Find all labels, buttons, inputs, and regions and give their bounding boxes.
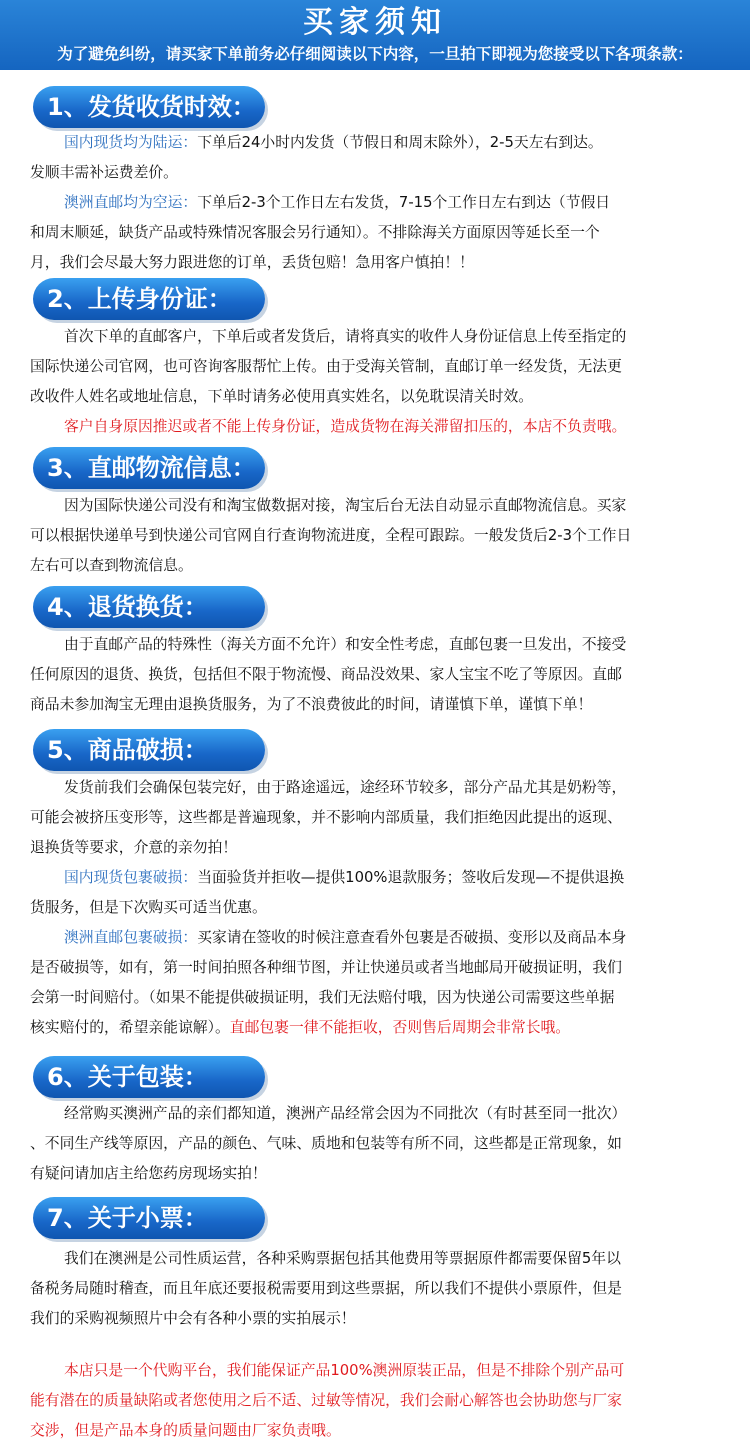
text-line: 货服务，但是下次购买可适当优惠。 bbox=[30, 899, 267, 916]
text-line: 国际快递公司官网，也可咨询客服帮忙上传。由于受海关管制，直邮订单一经发货，无法更 bbox=[30, 358, 622, 375]
text-line: 退换货等要求，介意的亲勿拍！ bbox=[30, 839, 238, 856]
text-line: 可以根据快递单号到快递公司官网自行查询物流进度，全程可跟踪。一般发货后2-3个工作日 bbox=[30, 527, 632, 544]
text-line: 是否破损等，如有，第一时间拍照各种细节图，并让快递员或者当地邮局开破损证明，我们 bbox=[30, 959, 622, 976]
text-line: 发货前我们会确保包装完好，由于路途遥远，途经环节较多，部分产品尤其是奶粉等， bbox=[64, 779, 627, 796]
page-title: 买家须知 bbox=[303, 5, 447, 40]
text-line: 任何原因的退货、换货，包括但不限于物流慢、商品没效果、家人宝宝不吃了等原因。直邮 bbox=[30, 666, 622, 683]
section-heading-damage: 5、商品破损： bbox=[33, 729, 265, 771]
text-line: 国内现货均为陆运：下单后24小时内发货（节假日和周末除外），2-5天左右到达。 bbox=[64, 134, 603, 151]
warning-line: 客户自身原因推迟或者不能上传身份证，造成货物在海关滞留扣压的，本店不负责哦。 bbox=[64, 418, 627, 435]
section-body-id-upload bbox=[30, 322, 720, 442]
text-line: 备税务局随时稽查，而且年底还要报税需要用到这些票据，所以我们不提供小票原件，但是 bbox=[30, 1280, 622, 1297]
text-line: 会第一时间赔付。（如果不能提供破损证明，我们无法赔付哦，因为快递公司需要这些单据 bbox=[30, 989, 615, 1006]
warning-inline: 直邮包裹一律不能拒收，否则售后周期会非常长哦。 bbox=[229, 1019, 571, 1036]
text-line: 、不同生产线等原因，产品的颜色、气味、质地和包装等有所不同，这些都是正常现象，如 bbox=[30, 1135, 622, 1152]
section-body-logistics bbox=[30, 491, 720, 581]
text-line: 澳洲直邮包裹破损：买家请在签收的时候注意查看外包裹是否破损、变形以及商品本身 bbox=[64, 929, 627, 946]
text-line: 本店只是一个代购平台，我们能保证产品100%澳洲原装正品，但是不排除个别产品可 bbox=[64, 1362, 625, 1379]
text-line: 左右可以查到物流信息。 bbox=[30, 557, 193, 574]
text-line: 发顺丰需补运费差价。 bbox=[30, 164, 178, 181]
section-body-receipts bbox=[30, 1244, 720, 1334]
page-subtitle: 为了避免纠纷，请买家下单前务必仔细阅读以下内容，一旦拍下即视为您接受以下各项条款： bbox=[57, 45, 693, 63]
section-heading-logistics: 3、直邮物流信息： bbox=[33, 447, 265, 489]
section-heading-packaging: 6、关于包装： bbox=[33, 1056, 265, 1098]
section-body-damage bbox=[30, 773, 720, 1043]
text-line: 我们在澳洲是公司性质运营，各种采购票据包括其他费用等票据原件都需要保留5年以 bbox=[64, 1250, 621, 1267]
airmail-damage-label: 澳洲直邮包裹破损： bbox=[64, 929, 198, 946]
text-line: 澳洲直邮均为空运：下单后2-3个工作日左右发货，7-15个工作日左右到达（节假日 bbox=[64, 194, 611, 211]
text-line: 经常购买澳洲产品的亲们都知道，澳洲产品经常会因为不同批次（有时甚至同一批次） bbox=[64, 1105, 627, 1122]
section-body-shipping bbox=[30, 128, 720, 278]
section-body-returns bbox=[30, 630, 720, 720]
text-line: 核实赔付的，希望亲能谅解）。直邮包裹一律不能拒收，否则售后周期会非常长哦。 bbox=[30, 1019, 571, 1036]
text-line: 改收件人姓名或地址信息，下单时请务必使用真实姓名，以免耽误清关时效。 bbox=[30, 388, 534, 405]
domestic-damage-label: 国内现货包裹破损： bbox=[64, 869, 198, 886]
text-line: 可能会被挤压变形等，这些都是普遍现象，并不影响内部质量，我们拒绝因此提出的返现、 bbox=[30, 809, 622, 826]
section-heading-receipts: 7、关于小票： bbox=[33, 1197, 265, 1239]
text-line: 我们的采购视频照片中会有各种小票的实拍展示！ bbox=[30, 1310, 356, 1327]
airmail-label: 澳洲直邮均为空运： bbox=[64, 194, 198, 211]
text-line: 能有潜在的质量缺陷或者您使用之后不适、过敏等情况，我们会耐心解答也会协助您与厂家 bbox=[30, 1392, 622, 1409]
text-line: 因为国际快递公司没有和淘宝做数据对接，淘宝后台无法自动显示直邮物流信息。买家 bbox=[64, 497, 627, 514]
text-line: 商品未参加淘宝无理由退换货服务，为了不浪费彼此的时间，请谨慎下单，谨慎下单！ bbox=[30, 696, 593, 713]
header-banner bbox=[0, 0, 750, 70]
section-body-packaging bbox=[30, 1099, 720, 1189]
text-line: 首次下单的直邮客户，下单后或者发货后，请将真实的收件人身份证信息上传至指定的 bbox=[64, 328, 627, 345]
footer-disclaimer bbox=[30, 1356, 720, 1446]
text-line: 交涉，但是产品本身的质量问题由厂家负责哦。 bbox=[30, 1422, 341, 1439]
domestic-label: 国内现货均为陆运： bbox=[64, 134, 198, 151]
section-heading-returns: 4、退货换货： bbox=[33, 586, 265, 628]
text-line: 由于直邮产品的特殊性（海关方面不允许）和安全性考虑，直邮包裹一旦发出，不接受 bbox=[64, 636, 627, 653]
text-line: 和周末顺延，缺货产品或特殊情况客服会另行通知）。不排除海关方面原因等延长至一个 bbox=[30, 224, 600, 241]
text-line: 月，我们会尽最大努力跟进您的订单，丢货包赔！急用客户慎拍！！ bbox=[30, 254, 474, 271]
text-line: 有疑问请加店主给您药房现场实拍！ bbox=[30, 1165, 267, 1182]
section-heading-shipping: 1、发货收货时效： bbox=[33, 86, 265, 128]
text-line: 国内现货包裹破损：当面验货并拒收—提供100%退款服务；签收后发现—不提供退换 bbox=[64, 869, 625, 886]
section-heading-id-upload: 2、上传身份证： bbox=[33, 278, 265, 320]
